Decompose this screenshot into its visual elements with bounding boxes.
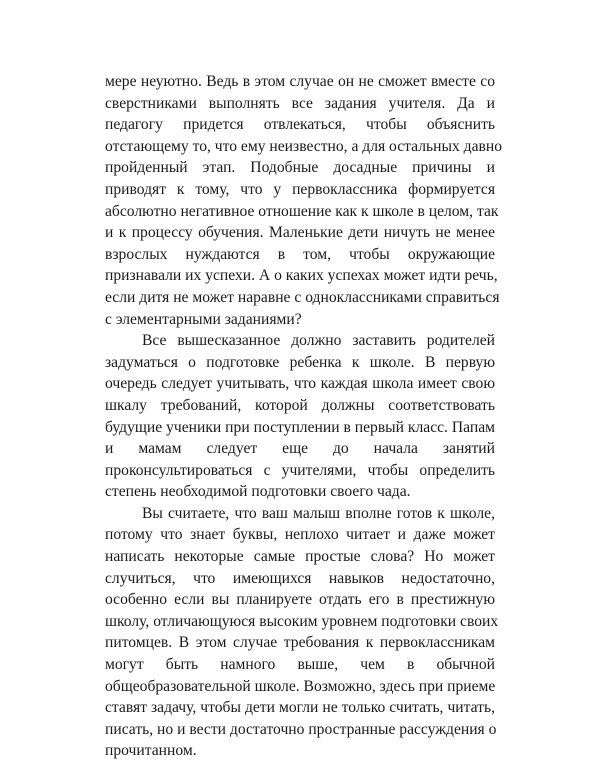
text-line: могут быть намного выше, чем в обычной: [105, 656, 495, 674]
text-line: ставят задачу, чтобы дети могли не только считать, читать,: [105, 699, 495, 717]
text-line: если дитя не может наравне с одноклассниками справиться: [105, 288, 500, 306]
text-line: проконсультироваться с учителями, чтобы определить: [105, 461, 495, 479]
text-line: потому что знает буквы, неплохо читает и даже может: [105, 526, 495, 544]
text-line: будущие ученики при поступлении в первый класс. Папам: [105, 418, 495, 436]
text-line: сверстниками выполнять все задания учителя. Да и: [105, 94, 495, 112]
text-line: пройденный этап. Подобные досадные причины и: [105, 159, 495, 177]
body-text: [105, 71, 502, 762]
text-line: писать, но и вести достаточно пространные рассуждения о: [105, 720, 497, 738]
text-line: особенно если вы планируете отдать его в престижную: [105, 591, 495, 609]
paragraph-1: [105, 71, 502, 330]
text-line: очередь следует учитывать, что каждая школа имеет свою: [105, 375, 495, 393]
text-line: педагогу придется отвлекаться, чтобы объяснить: [105, 116, 495, 134]
text-line: общеобразовательной школе. Возможно, здесь при приеме: [105, 677, 496, 695]
paragraph-3: [105, 503, 499, 762]
text-line: шкалу требований, которой должны соответствовать: [105, 396, 495, 414]
text-line: питомцев. В этом случае требования к первоклассникам: [105, 634, 495, 652]
text-line: задуматься о подготовке ребенка к школе. В первую: [105, 353, 495, 371]
text-line: абсолютно негативное отношение как к школе в целом, так: [105, 202, 499, 220]
text-line: взрослых нуждаются в том, чтобы окружающие: [105, 245, 495, 263]
text-line: и мамам следует еще до начала занятий: [105, 440, 495, 458]
text-line: и к процессу обучения. Маленькие дети ничуть не менее: [105, 224, 495, 242]
text-line: с элементарными заданиями?: [105, 310, 302, 328]
text-line: мере неуютно. Ведь в этом случае он не сможет вместе со: [105, 73, 495, 90]
paragraph-2: [105, 330, 495, 503]
text-line: признавали их успехи. А о каких успехах может идти речь,: [105, 267, 498, 285]
text-line: случиться, что имеющихся навыков недостаточно,: [105, 569, 495, 587]
text-line: школу, отличающуюся высоким уровнем подготовки своих: [105, 612, 499, 630]
text-line: отстающему то, что ему неизвестно, а для остальных давно: [105, 137, 502, 155]
text-line: Все вышесказанное должно заставить родителей: [142, 332, 495, 350]
text-line: Вы считаете, что ваш малыш вполне готов к школе,: [142, 504, 495, 522]
text-line: приводят к тому, что у первоклассника формируется: [105, 180, 495, 198]
text-line: написать некоторые самые простые слова? Но может: [105, 548, 495, 566]
text-line: степень необходимой подготовки своего чада.: [105, 483, 411, 501]
text-line: прочитанном.: [105, 742, 197, 760]
